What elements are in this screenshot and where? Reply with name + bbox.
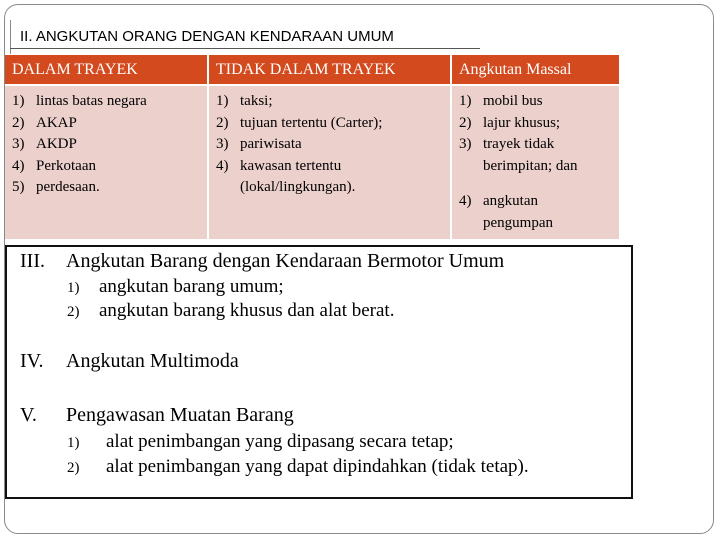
section-v-title: V. Pengawasan Muatan Barang <box>20 404 294 426</box>
list-item: 1) mobil bus <box>459 93 543 109</box>
list-angkutan-massal <box>459 91 615 235</box>
section-iii-item-1: 1) angkutan barang umum; <box>67 276 284 297</box>
list-spacer <box>459 177 615 191</box>
table-header-row <box>5 55 619 85</box>
sections-box <box>5 245 633 499</box>
list-item: 3) pariwisata <box>216 136 302 153</box>
cell-tidak-dalam-trayek <box>208 85 451 239</box>
section-iv-title: IV. Angkutan Multimoda <box>20 350 239 372</box>
trayek-table <box>5 55 619 239</box>
list-item: 5) perdesaan. <box>12 179 100 196</box>
list-item: 4) kawasan tertentu (lokal/lingkungan). <box>216 157 356 196</box>
list-item: 2) tujuan tertentu (Carter); <box>216 114 383 131</box>
cell-dalam-trayek <box>5 85 208 239</box>
list-item: 4) angkutan pengumpan <box>459 193 553 231</box>
header-angkutan-massal: Angkutan Massal <box>451 55 619 85</box>
list-tidak-dalam-trayek <box>216 91 446 199</box>
list-item: 2) AKAP <box>12 114 77 131</box>
list-item: 3) AKDP <box>12 136 77 153</box>
list-item: 4) Perkotaan <box>12 157 96 174</box>
list-item: 2) lajur khusus; <box>459 114 561 131</box>
list-item: 1) lintas batas negara <box>12 93 147 109</box>
list-item: 3) trayek tidak berimpitan; dan <box>459 136 578 174</box>
section-heading: II. ANGKUTAN ORANG DENGAN KENDARAAN UMUM <box>20 28 394 45</box>
header-dalam-trayek: DALAM TRAYEK <box>5 55 208 85</box>
cell-angkutan-massal <box>451 85 619 239</box>
section-v-item-2: 2) alat penimbangan yang dapat dipindahkan (tidak tetap). <box>67 456 529 477</box>
list-dalam-trayek <box>12 91 203 199</box>
section-iii-title: III. Angkutan Barang dengan Kendaraan Bermotor Umum <box>20 250 505 272</box>
table-row <box>5 85 619 239</box>
list-item: 1) taksi; <box>216 93 273 109</box>
header-tidak-dalam-trayek: TIDAK DALAM TRAYEK <box>208 55 451 85</box>
heading-divider <box>10 48 480 49</box>
section-iii-item-2: 2) angkutan barang khusus dan alat berat. <box>67 300 395 321</box>
section-v-item-1: 1) alat penimbangan yang dipasang secara tetap; <box>67 431 454 452</box>
